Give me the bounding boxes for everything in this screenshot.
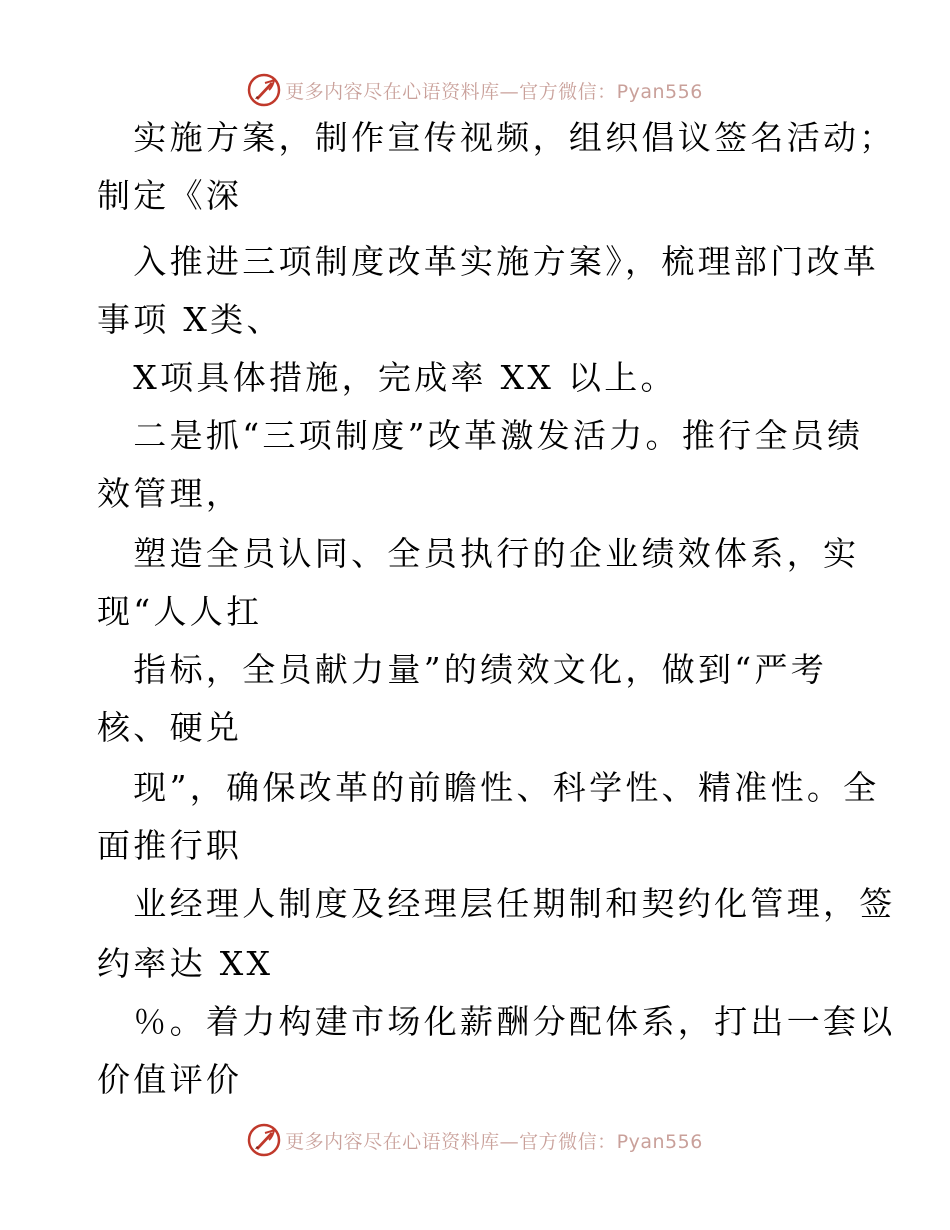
watermark-text <box>285 1127 703 1154</box>
header-watermark <box>0 70 950 110</box>
body-line: 指标，全员献力量”的绩效文化，做到“严考 <box>97 650 828 689</box>
body-line: 业经理人制度及经理层任期制和契约化管理，签 <box>97 884 896 923</box>
body-line: 制定《深 <box>97 176 243 215</box>
body-line: 现”，确保改革的前瞻性、科学性、精准性。全 <box>97 768 880 807</box>
body-line: 核、硬兑 <box>97 708 243 747</box>
footer-watermark <box>0 1120 950 1160</box>
watermark-label: 更多内容尽在心语资料库—官方微信： <box>285 1130 617 1153</box>
body-line: X项具体措施，完成率 XX 以上。 <box>97 358 677 397</box>
body-line: 面推行职 <box>97 826 243 865</box>
watermark-label: 更多内容尽在心语资料库—官方微信： <box>285 80 617 103</box>
body-line: 实施方案，制作宣传视频，组织倡议签名活动； <box>97 118 896 157</box>
body-line: 塑造全员认同、全员执行的企业绩效体系，实 <box>97 534 860 573</box>
quill-logo-icon <box>247 1123 281 1157</box>
body-line: 价值评价 <box>97 1060 243 1099</box>
body-line: 效管理， <box>97 474 243 513</box>
body-line: 二是抓“三项制度”改革激发活力。推行全员绩 <box>97 416 864 455</box>
body-line: 事项 X类、 <box>97 300 283 339</box>
watermark-account: Pyan556 <box>616 1130 703 1153</box>
watermark-text <box>285 77 703 104</box>
quill-logo-icon <box>247 73 281 107</box>
watermark-account: Pyan556 <box>616 80 703 103</box>
body-line: 现“人人扛 <box>97 592 263 631</box>
body-line: ％。着力构建市场化薪酬分配体系，打出一套以 <box>97 1002 896 1041</box>
body-line: 入推进三项制度改革实施方案》，梳理部门改革 <box>97 242 880 281</box>
body-line: 约率达 XX <box>97 944 274 983</box>
